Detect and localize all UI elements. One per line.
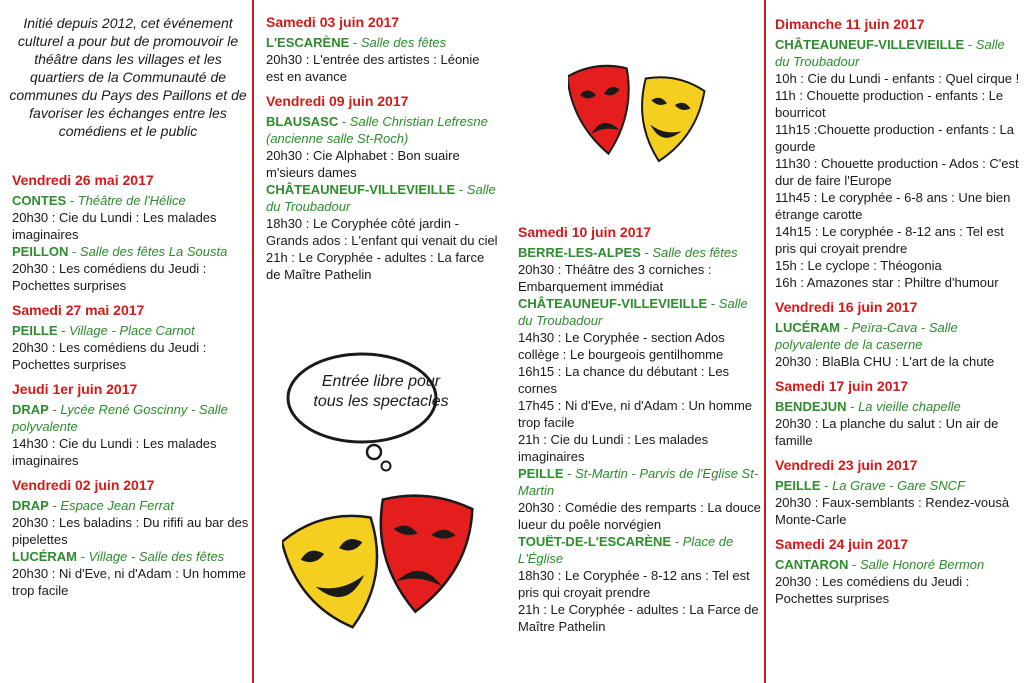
venue-line — [775, 319, 1022, 353]
show-line: 20h30 : Les baladins : Du rififi au bar des pipelettes — [12, 515, 249, 547]
venue-place: Salle Honoré Bermon — [859, 557, 985, 572]
venue-line — [518, 244, 762, 261]
event-block — [12, 381, 250, 469]
venue-line — [518, 533, 762, 567]
event-date: Dimanche 11 juin 2017 — [775, 16, 925, 32]
venue-separator: - — [66, 193, 78, 208]
venue-separator: - — [846, 399, 859, 414]
venue-line — [12, 497, 250, 514]
show-line: 16h : Amazones star : Philtre d'humour — [775, 275, 999, 290]
venue-town: PEILLE — [12, 323, 58, 338]
event-list — [266, 14, 498, 291]
event-date: Samedi 24 juin 2017 — [775, 536, 909, 552]
venue-place: St-Martin - Parvis de l'Eglise St-Martin — [518, 466, 759, 498]
venue-town: CHÂTEAUNEUF-VILLEVIEILLE — [775, 37, 965, 52]
show-line: 14h15 : Le coryphée - 8-12 ans : Tel est pris qui croyait prendre — [775, 224, 1004, 256]
venue-town: LUCÉRAM — [12, 549, 77, 564]
venue-town: CONTES — [12, 193, 67, 208]
show-line: 18h30 : Le Coryphée côté jardin - Grands ados : L'enfant qui venait du ciel — [266, 216, 498, 248]
venue-line — [775, 398, 1022, 415]
venue-town: BENDEJUN — [775, 399, 847, 414]
venue-separator: - — [349, 35, 361, 50]
event-block — [518, 224, 762, 635]
venue-separator: - — [820, 478, 833, 493]
venue-place: Théâtre de l'Hélice — [77, 193, 186, 208]
event-block — [775, 378, 1022, 449]
show-line: 21h : Le Coryphée - adultes : La farce de Maître Pathelin — [266, 250, 485, 282]
venue-town: CANTARON — [775, 557, 849, 572]
venue-town: PEILLON — [12, 244, 69, 259]
event-date: Samedi 03 juin 2017 — [266, 14, 400, 30]
event-block — [12, 302, 250, 373]
show-line: 14h30 : Le Coryphée - section Ados collège : Le bourgeois gentilhomme — [518, 330, 725, 362]
show-line: 20h30 : Théâtre des 3 corniches : Embarquement immédiat — [518, 262, 712, 294]
venue-line — [12, 401, 250, 435]
show-line: 11h : Chouette production - enfants : Le bourricot — [775, 88, 1004, 120]
event-block — [266, 93, 498, 283]
show-line: 20h30 : L'entrée des artistes : Léonie est en avance — [266, 52, 480, 84]
venue-separator: - — [840, 320, 852, 335]
show-line: 20h30 : Cie du Lundi : Les malades imaginaires — [12, 210, 217, 242]
venue-place: Salle des fêtes — [360, 35, 447, 50]
intro-text: Initié depuis 2012, cet événement culturel a pour but de promouvoir le théâtre dans les villages et les quartiers de la Communauté de communes du Pays des Paillons et de favoriser les échanges entre les comédiens et le public — [9, 15, 247, 139]
venue-place: Salle Christian Lefresne (ancienne salle St-Roch) — [266, 114, 488, 146]
show-line: 16h15 : La chance du débutant : Les cornes — [518, 364, 730, 396]
venue-separator: - — [640, 245, 653, 260]
event-date: Vendredi 02 juin 2017 — [12, 477, 155, 493]
venue-town: TOUËT-DE-L'ESCARÈNE — [518, 534, 672, 549]
venue-place: Peïra-Cava - Salle polyvalente de la caserne — [775, 320, 958, 352]
venue-place: Village - Place Carnot — [69, 323, 195, 338]
venue-place: Salle du Troubadour — [266, 182, 496, 214]
venue-separator: - — [68, 244, 80, 259]
venue-place: La Grave - Gare SNCF — [832, 478, 966, 493]
event-list — [12, 172, 250, 607]
venue-place: Salle du Troubadour — [518, 296, 748, 328]
event-list — [518, 224, 762, 643]
event-block — [12, 172, 250, 294]
show-line: 10h : Cie du Lundi - enfants : Quel cirque ! — [775, 71, 1020, 86]
venue-separator: - — [77, 549, 89, 564]
venue-town: PEILLE — [518, 466, 564, 481]
theatre-masks-icon — [282, 488, 482, 638]
event-date: Samedi 10 juin 2017 — [518, 224, 652, 240]
thought-bubble-icon — [282, 348, 442, 478]
show-line: 20h30 : Cie Alphabet : Bon suaire m'sieurs dames — [266, 148, 460, 180]
venue-line — [12, 192, 250, 209]
show-line: 11h45 : Le coryphée - 6-8 ans : Une bien étrange carotte — [775, 190, 1011, 222]
venue-line — [266, 181, 498, 215]
event-date: Jeudi 1er juin 2017 — [12, 381, 138, 397]
venue-separator: - — [57, 323, 70, 338]
event-date: Vendredi 26 mai 2017 — [12, 172, 154, 188]
event-block — [775, 457, 1022, 528]
venue-town: CHÂTEAUNEUF-VILLEVIEILLE — [266, 182, 456, 197]
show-line: 15h : Le cyclope : Théogonia — [775, 258, 942, 273]
column-1 — [0, 0, 252, 683]
venue-line — [12, 322, 250, 339]
venue-separator: - — [338, 114, 350, 129]
show-line: 20h30 : BlaBla CHU : L'art de la chute — [775, 354, 995, 369]
event-block — [775, 16, 1022, 291]
column-3 — [767, 0, 1024, 683]
venue-separator: - — [671, 534, 683, 549]
show-line: 17h45 : Ni d'Eve, ni d'Adam : Un homme trop facile — [518, 398, 753, 430]
venue-place: Lycée René Goscinny - Salle polyvalente — [12, 402, 228, 434]
venue-line — [12, 243, 250, 260]
venue-line — [518, 465, 762, 499]
venue-place: Salle des fêtes — [652, 245, 738, 260]
show-line: 20h30 : Faux-semblants : Rendez-vousà Monte-Carle — [775, 495, 1010, 527]
event-block — [12, 477, 250, 599]
venue-place: La vieille chapelle — [858, 399, 961, 414]
show-line: 11h30 : Chouette production - Ados : C'est dur de faire l'Europe — [775, 156, 1019, 188]
event-list — [775, 16, 1022, 615]
venue-town: PEILLE — [775, 478, 821, 493]
venue-place: Place de L'Église — [518, 534, 734, 566]
venue-line — [775, 477, 1022, 494]
venue-town: BLAUSASC — [266, 114, 339, 129]
event-date: Vendredi 23 juin 2017 — [775, 457, 918, 473]
venue-line — [12, 548, 250, 565]
show-line: 20h30 : Ni d'Eve, ni d'Adam : Un homme trop facile — [12, 566, 247, 598]
venue-line — [266, 113, 498, 147]
show-line: 20h30 : Comédie des remparts : La douce lueur du poêle norvégien — [518, 500, 761, 532]
venue-line — [775, 36, 1022, 70]
show-line: 20h30 : Les comédiens du Jeudi : Pochettes surprises — [12, 261, 207, 293]
venue-place: Salle des fêtes La Sousta — [79, 244, 228, 259]
venue-place: Espace Jean Ferrat — [60, 498, 174, 513]
event-date: Vendredi 09 juin 2017 — [266, 93, 409, 109]
show-line: 21h : Le Coryphée - adultes : La Farce de Maître Pathelin — [518, 602, 759, 634]
show-line: 14h30 : Cie du Lundi : Les malades imaginaires — [12, 436, 217, 468]
venue-line — [775, 556, 1022, 573]
venue-place: Village - Salle des fêtes — [88, 549, 225, 564]
venue-separator: - — [848, 557, 860, 572]
venue-town: CHÂTEAUNEUF-VILLEVIEILLE — [518, 296, 708, 311]
event-date: Vendredi 16 juin 2017 — [775, 299, 918, 315]
show-line: 20h30 : La planche du salut : Un air de famille — [775, 416, 999, 448]
show-line: 20h30 : Les comédiens du Jeudi : Pochettes surprises — [775, 574, 970, 606]
venue-separator: - — [964, 37, 976, 52]
venue-separator: - — [48, 402, 61, 417]
event-block — [775, 299, 1022, 370]
venue-separator: - — [48, 498, 61, 513]
column-divider — [764, 0, 766, 683]
venue-separator: - — [563, 466, 576, 481]
event-block — [775, 536, 1022, 607]
show-line: 18h30 : Le Coryphée - 8-12 ans : Tel est pris qui croyait prendre — [518, 568, 750, 600]
show-line: 21h : Cie du Lundi : Les malades imaginaires — [518, 432, 709, 464]
event-date: Samedi 27 mai 2017 — [12, 302, 145, 318]
venue-town: L'ESCARÈNE — [266, 35, 350, 50]
show-line: 20h30 : Les comédiens du Jeudi : Pochettes surprises — [12, 340, 207, 372]
venue-separator: - — [707, 296, 719, 311]
theatre-masks-icon — [568, 58, 708, 168]
event-date: Samedi 17 juin 2017 — [775, 378, 909, 394]
venue-line — [266, 34, 498, 51]
free-entry-note: Entrée libre pour tous les spectacles — [313, 373, 449, 410]
venue-town: LUCÉRAM — [775, 320, 840, 335]
venue-town: DRAP — [12, 498, 49, 513]
venue-place: Salle du Troubadour — [775, 37, 1005, 69]
venue-line — [518, 295, 762, 329]
event-block — [266, 14, 498, 85]
show-line: 11h15 :Chouette production - enfants : La gourde — [775, 122, 1014, 154]
venue-town: BERRE-LES-ALPES — [518, 245, 641, 260]
venue-town: DRAP — [12, 402, 49, 417]
venue-separator: - — [455, 182, 467, 197]
